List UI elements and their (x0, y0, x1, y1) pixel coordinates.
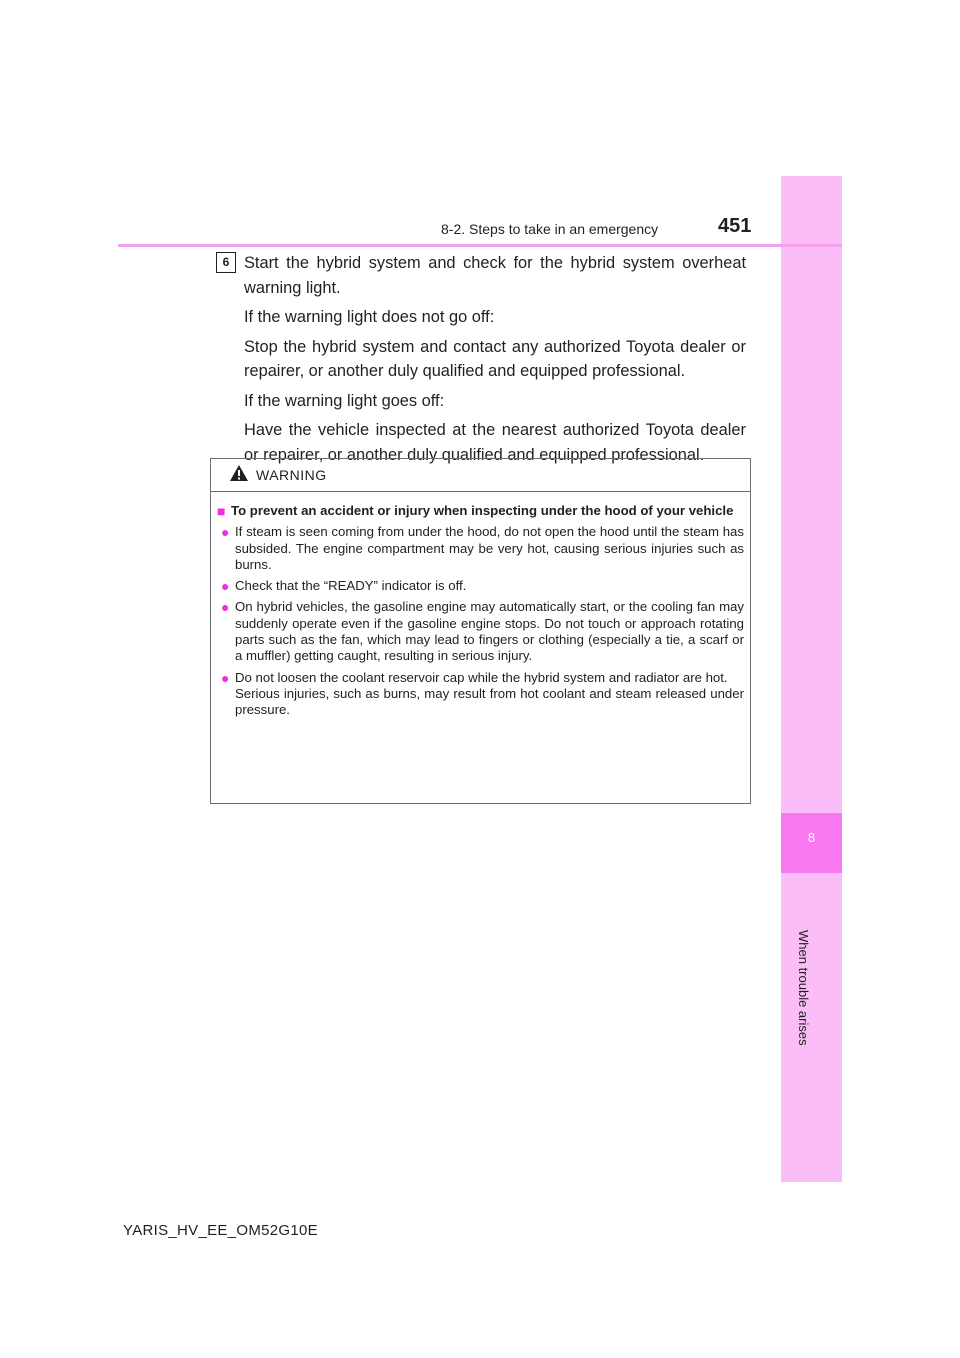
case1-action: Stop the hybrid system and contact any authorized Toyota dealer or repairer, or another duly qualified and equipped professional. (244, 337, 746, 380)
header-divider (118, 244, 842, 247)
bullet-icon: ● (221, 578, 230, 595)
warning-title: WARNING (256, 467, 327, 483)
case2-condition: If the warning light goes off: (244, 391, 445, 410)
page-number: 451 (718, 215, 752, 237)
step-instructions (244, 251, 746, 472)
list-item-text-line: Serious injuries, such as burns, may result from hot coolant and steam released under pressure. (235, 685, 744, 718)
square-bullet-icon: ■ (217, 503, 226, 519)
case1-condition: If the warning light does not go off: (244, 308, 495, 326)
step-number-badge: 6 (216, 252, 236, 273)
warning-triangle-icon (229, 464, 249, 482)
list-item (221, 578, 744, 594)
step-intro: Start the hybrid system and check for the hybrid system overheat warning light. (244, 254, 746, 297)
warning-header (211, 459, 750, 492)
document-code: YARIS_HV_EE_OM52G10E (123, 1222, 318, 1239)
list-item-text-line: Do not loosen the coolant reservoir cap while the hybrid system and radiator are hot. (235, 669, 728, 685)
list-item (221, 524, 744, 573)
list-item-text (235, 670, 744, 719)
bullet-icon: ● (221, 669, 230, 686)
bullet-icon: ● (221, 599, 230, 616)
bullet-icon: ● (221, 524, 230, 541)
list-item (221, 599, 744, 664)
list-item (221, 670, 744, 719)
warning-body (211, 492, 750, 719)
warning-heading-text: To prevent an accident or injury when inspecting under the hood of your vehicle (231, 503, 734, 518)
warning-heading (217, 503, 744, 519)
case2-action: Have the vehicle inspected at the nearest authorized Toyota dealer or repairer, or another duly qualified and equipped professional. (244, 421, 746, 464)
list-item-text: Check that the “READY” indicator is off. (235, 578, 467, 594)
section-title: 8-2. Steps to take in an emergency (441, 221, 659, 237)
list-item-text: On hybrid vehicles, the gasoline engine may automatically start, or the cooling fan may suddenly operate even if the gasoline engine stops. Do not touch or approach rotating parts such as the fan, which may lead to fingers or clothing (especially a tie, a scarf or a muffler) getting caught, resulting in serious injury. (235, 599, 744, 664)
list-item-text: If steam is seen coming from under the hood, do not open the hood until the steam has subsided. The engine compartment may be very hot, causing serious injuries such as burns. (235, 524, 744, 572)
warning-box (210, 458, 751, 804)
chapter-number-tab[interactable]: 8 (781, 813, 842, 873)
chapter-side-tab (781, 176, 842, 1182)
chapter-title-label: When trouble arises (796, 930, 811, 1046)
